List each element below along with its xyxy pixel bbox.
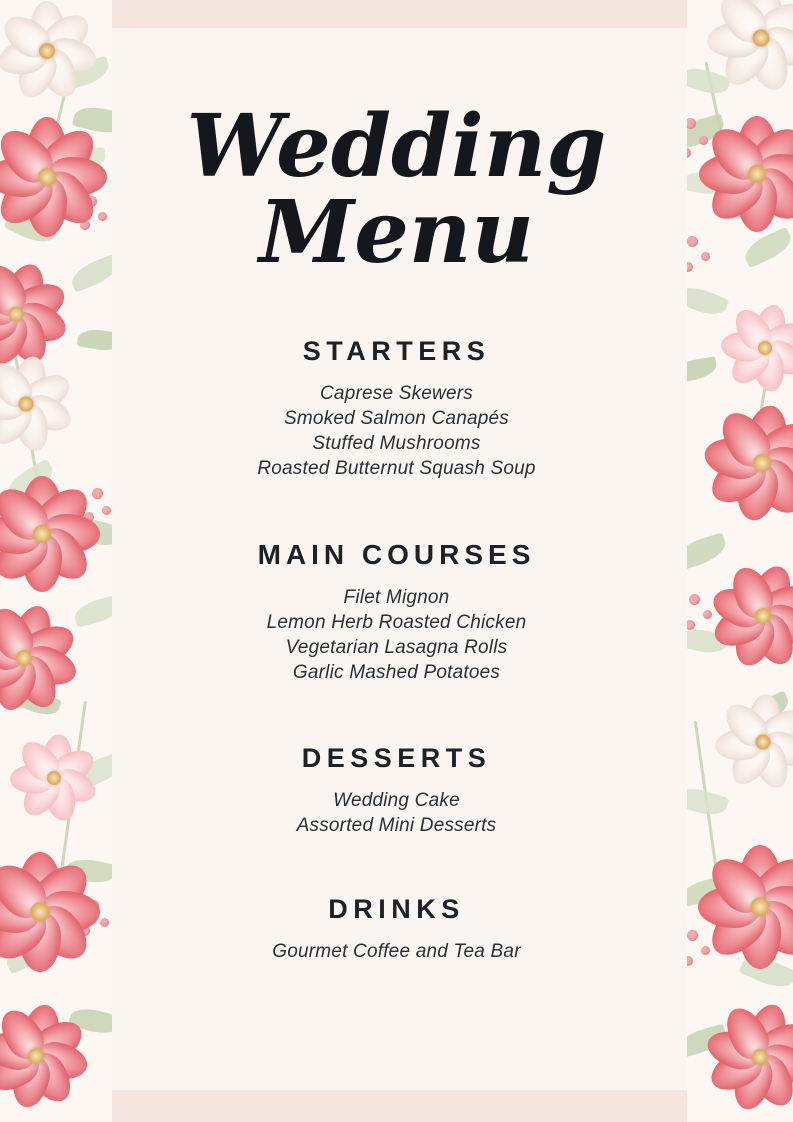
flower-red-icon — [699, 400, 793, 526]
leaf-icon — [68, 253, 112, 292]
section-heading-starters: STARTERS — [302, 335, 491, 366]
berry-icon — [687, 620, 695, 630]
berry-icon — [687, 148, 691, 158]
list-item: Assorted Mini Desserts — [296, 814, 497, 836]
flower-red-icon — [707, 560, 793, 672]
leaf-icon — [72, 595, 112, 628]
page-title — [109, 96, 684, 283]
flower-red-icon — [0, 600, 82, 716]
list-item: Caprese Skewers — [320, 382, 473, 404]
leaf-icon — [687, 356, 718, 384]
menu-item-list-starters — [109, 381, 684, 481]
menu-item-list-drinks — [109, 939, 684, 964]
flower-pink-icon — [6, 730, 102, 826]
menu-item-list-desserts — [109, 788, 684, 838]
menu-section-desserts — [109, 743, 684, 838]
berry-icon — [687, 262, 693, 272]
flower-red-icon — [0, 112, 112, 242]
leaf-icon — [687, 281, 729, 320]
menu-item-list-main-courses — [109, 585, 684, 685]
berry-icon — [687, 236, 698, 247]
list-item: Roasted Butternut Squash Soup — [257, 457, 536, 479]
berry-icon — [701, 252, 710, 261]
flower-red-icon — [0, 470, 106, 598]
page-title-line-2: Menu — [259, 181, 534, 283]
floral-border-left — [0, 0, 112, 1122]
list-item: Lemon Herb Roasted Chicken — [266, 611, 527, 633]
flower-white-icon — [0, 352, 78, 456]
section-heading-drinks: DRINKS — [328, 893, 465, 924]
list-item: Vegetarian Lasagna Rolls — [285, 636, 508, 658]
list-item: Smoked Salmon Canapés — [284, 407, 509, 429]
flower-white-icon — [0, 0, 102, 106]
berry-icon — [689, 594, 700, 605]
section-heading-main-courses: MAIN COURSES — [257, 538, 536, 570]
floral-border-right — [687, 0, 793, 1122]
flower-white-icon — [711, 690, 793, 794]
berry-icon — [687, 930, 698, 941]
menu-section-starters — [109, 336, 684, 481]
list-item: Garlic Mashed Potatoes — [292, 661, 501, 683]
list-item: Gourmet Coffee and Tea Bar — [272, 940, 521, 962]
flower-red-icon — [703, 1000, 793, 1114]
menu-content — [109, 0, 684, 964]
leaf-icon — [77, 326, 112, 354]
menu-section-main-courses — [109, 539, 684, 685]
flower-pink-icon — [717, 300, 793, 396]
list-item: Stuffed Mushrooms — [312, 432, 481, 454]
page-title-line-1: Wedding — [186, 96, 607, 198]
list-item: Wedding Cake — [333, 789, 460, 811]
section-heading-desserts: DESSERTS — [301, 742, 492, 773]
menu-section-drinks — [109, 894, 684, 964]
list-item: Filet Mignon — [343, 586, 450, 608]
berry-icon — [687, 956, 693, 966]
leaf-icon — [687, 532, 729, 572]
